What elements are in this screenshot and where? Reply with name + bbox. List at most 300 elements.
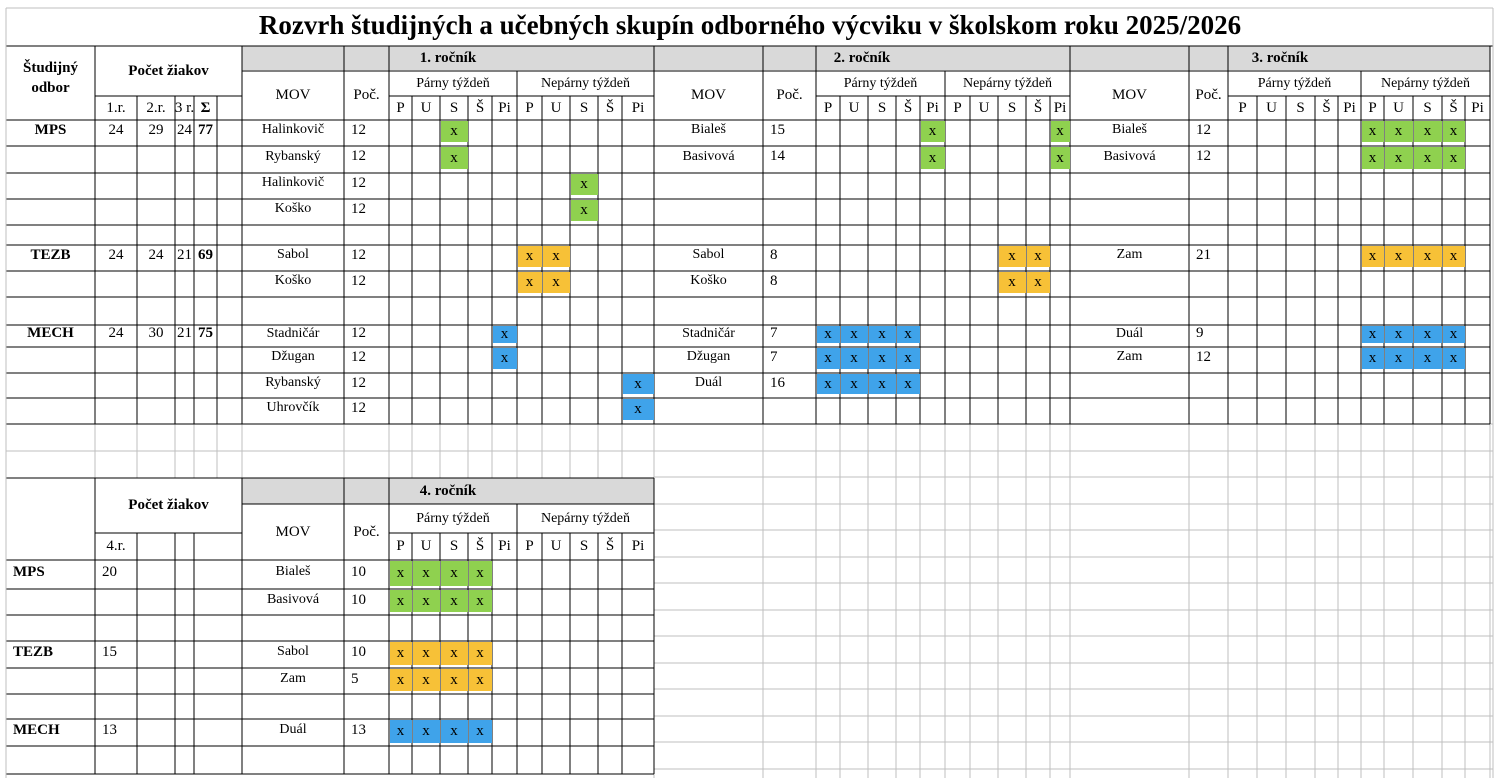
- header-day: Pi: [926, 99, 939, 116]
- mark-x: x: [450, 671, 458, 688]
- header-poc: Poč.: [353, 87, 380, 103]
- mark-x: x: [476, 592, 484, 609]
- row-count: 24: [108, 246, 124, 263]
- mark-x: x: [500, 350, 509, 366]
- row-mov-4: [242, 694, 344, 715]
- header-day: Š: [475, 99, 485, 116]
- header-day: U: [1393, 99, 1404, 116]
- mark-x: x: [928, 149, 937, 166]
- row-mov: Halinkovič: [261, 122, 325, 138]
- row-odbor: [6, 225, 95, 241]
- row-poc-4: [344, 746, 389, 770]
- mark-x: x: [850, 350, 858, 366]
- row-mov: Basivová: [682, 148, 735, 164]
- header-day: Pi: [631, 99, 645, 116]
- row-count: 75: [198, 325, 213, 342]
- header-day: Pi: [1343, 99, 1356, 116]
- header-odbor: odbor: [31, 79, 70, 96]
- header-year-4: 4.r.: [106, 538, 126, 554]
- row-mov: Stadničár: [266, 325, 320, 341]
- header-day: Š: [1322, 99, 1331, 116]
- row-poc: 12: [351, 121, 366, 138]
- row-poc: [763, 297, 816, 319]
- mark-x: x: [476, 723, 484, 739]
- header-day: U: [420, 99, 432, 116]
- mark-x: x: [450, 565, 458, 581]
- header-day: Pi: [1053, 99, 1067, 116]
- row-count: 69: [198, 246, 213, 263]
- row-mov-4: Basivová: [266, 592, 320, 608]
- header-day-4: U: [420, 538, 432, 554]
- row-count: 24: [148, 246, 164, 263]
- row-count: [95, 373, 137, 393]
- row-count: [175, 373, 194, 393]
- row-odbor: TEZB: [30, 246, 71, 263]
- row-mov: Basivová: [1103, 148, 1156, 164]
- row-count: [137, 225, 175, 241]
- row-mov-4: Sabol: [277, 644, 309, 660]
- mark-x: x: [1008, 274, 1016, 290]
- row-mov: Džugan: [271, 349, 315, 365]
- header-day: S: [877, 99, 887, 116]
- row-poc: [344, 225, 389, 241]
- mark-x: x: [422, 565, 430, 581]
- row-poc: 21: [1196, 246, 1211, 263]
- row-mov: Zam: [1116, 247, 1143, 263]
- row-count: [137, 199, 175, 220]
- header-day: S: [579, 99, 589, 116]
- row-mov: Halinkovič: [261, 175, 325, 191]
- row-poc-4: 10: [351, 591, 366, 608]
- row-poc: 8: [770, 272, 778, 289]
- row-poc: 12: [351, 148, 366, 165]
- row-mov: [1070, 398, 1189, 419]
- mark-x: x: [450, 592, 458, 609]
- row-poc: [1189, 297, 1228, 319]
- row-poc: 12: [1196, 121, 1211, 138]
- row-mov: [1070, 373, 1189, 393]
- row-odbor: [6, 373, 95, 393]
- header-studijny: Študijný: [22, 59, 79, 76]
- row-poc: [344, 297, 389, 319]
- row-poc: 14: [770, 148, 785, 165]
- row-count: 21: [177, 325, 192, 342]
- mark-x: x: [878, 326, 886, 342]
- row-mov: Bialeš: [691, 122, 726, 138]
- row-poc: 8: [770, 246, 778, 263]
- row-mov-4: [242, 615, 344, 637]
- header-day: Š: [903, 99, 913, 116]
- row-count: [194, 398, 217, 419]
- row-count-4: 15: [102, 643, 117, 660]
- row-poc: 12: [351, 325, 366, 342]
- row-odbor-4: MECH: [13, 721, 60, 738]
- mark-x: x: [422, 645, 430, 661]
- header-pocet-ziakov: Počet žiakov: [128, 62, 209, 79]
- header-poc: Poč.: [1195, 87, 1222, 103]
- header-parny: Párny týždeň: [416, 75, 490, 91]
- row-odbor-4: MPS: [13, 563, 45, 580]
- row-odbor-4: [6, 589, 95, 611]
- mark-x: x: [580, 176, 588, 192]
- row-mov: [1070, 271, 1189, 292]
- mark-x: x: [1394, 350, 1403, 366]
- mark-x: x: [450, 645, 458, 661]
- mark-x: x: [450, 123, 458, 139]
- row-count: [95, 347, 137, 368]
- row-count-4: 13: [102, 721, 117, 738]
- row-count: [194, 373, 217, 393]
- header-poc-4: Poč.: [353, 523, 380, 540]
- row-odbor: [6, 398, 95, 419]
- row-count: [137, 347, 175, 368]
- row-poc: 7: [770, 325, 778, 342]
- row-count: [95, 297, 137, 319]
- row-mov-4: Zam: [280, 671, 306, 687]
- row-poc-4: 5: [351, 670, 359, 687]
- mark-x: x: [878, 375, 886, 392]
- mark-x: x: [1449, 248, 1458, 264]
- header-parny: Párny týždeň: [1257, 75, 1332, 91]
- row-poc: [1189, 271, 1228, 292]
- row-count: [95, 398, 137, 419]
- row-poc-4: 10: [351, 563, 366, 580]
- row-poc-4: [344, 694, 389, 715]
- row-count: [95, 199, 137, 220]
- row-odbor: MECH: [27, 325, 74, 342]
- row-odbor: [6, 347, 95, 368]
- row-count: [175, 271, 194, 292]
- row-odbor-4: [6, 668, 95, 690]
- mark-x: x: [450, 723, 458, 739]
- row-count: [95, 173, 137, 194]
- header-day: U: [550, 99, 562, 116]
- header-day-4: S: [449, 538, 459, 554]
- row-poc: 12: [351, 200, 366, 217]
- row-odbor: [6, 173, 95, 194]
- row-count: [194, 225, 217, 241]
- row-count: [137, 271, 175, 292]
- header-day-4: P: [525, 538, 534, 554]
- row-count: [137, 297, 175, 319]
- mark-x: x: [904, 375, 912, 392]
- mark-x: x: [1423, 326, 1432, 342]
- row-odbor: [6, 297, 95, 319]
- header-day: S: [1423, 99, 1432, 116]
- row-poc: 12: [351, 348, 366, 365]
- row-odbor-4: [6, 694, 95, 715]
- row-odbor: [6, 199, 95, 220]
- header-day-4: Š: [605, 538, 615, 554]
- header-day: U: [848, 99, 860, 116]
- mark-x: x: [396, 645, 405, 661]
- row-mov: Zam: [1116, 349, 1143, 365]
- mark-x: x: [1394, 149, 1403, 166]
- row-poc: 7: [770, 348, 778, 365]
- row-count: [194, 146, 217, 168]
- mark-x: x: [1423, 149, 1432, 166]
- header-day-4: Š: [475, 538, 485, 554]
- mark-x: x: [1368, 123, 1377, 139]
- row-poc-4: 10: [351, 643, 366, 660]
- row-poc: 16: [770, 374, 785, 391]
- header-neparny: Nepárny týždeň: [540, 75, 631, 91]
- row-poc: 12: [351, 246, 366, 263]
- mark-x: x: [904, 326, 912, 342]
- mark-x: x: [850, 326, 858, 342]
- row-count: [175, 199, 194, 220]
- row-count-4: [95, 694, 137, 715]
- mark-x: x: [1423, 350, 1432, 366]
- row-mov: Koško: [274, 201, 312, 217]
- row-count: [175, 225, 194, 241]
- row-mov: Bialeš: [1112, 122, 1147, 138]
- row-mov: [654, 225, 763, 241]
- row-odbor: MPS: [34, 121, 67, 138]
- header-mov-4: MOV: [275, 523, 311, 540]
- row-poc: 12: [351, 174, 366, 191]
- mark-x: x: [525, 274, 534, 290]
- mark-x: x: [1423, 123, 1432, 139]
- row-count: [137, 146, 175, 168]
- row-mov: Koško: [690, 273, 727, 289]
- row-count: 24: [108, 325, 124, 342]
- header-parny: Párny týždeň: [843, 75, 918, 91]
- mark-x: x: [1449, 326, 1458, 342]
- row-count-4: [95, 746, 137, 770]
- row-mov: Stadničár: [682, 325, 735, 341]
- row-odbor: [6, 271, 95, 292]
- row-count: [194, 173, 217, 194]
- header-day: Pi: [1471, 99, 1484, 116]
- row-poc: 15: [770, 121, 785, 138]
- header-year: 2.r.: [146, 99, 166, 116]
- mark-x: x: [1034, 248, 1042, 264]
- row-mov: [1070, 297, 1189, 319]
- row-poc: [763, 173, 816, 194]
- row-mov: Rybanský: [265, 148, 321, 164]
- header-day-4: P: [396, 538, 405, 554]
- row-odbor-4: TEZB: [13, 643, 54, 660]
- mark-x: x: [1394, 248, 1403, 264]
- row-count: [175, 347, 194, 368]
- header-day: S: [449, 99, 459, 116]
- mark-x: x: [1368, 326, 1377, 342]
- mark-x: x: [552, 274, 560, 290]
- mark-x: x: [634, 375, 642, 392]
- mark-x: x: [1449, 149, 1458, 166]
- mark-x: x: [396, 565, 405, 581]
- header-neparny-4: Nepárny týždeň: [540, 510, 631, 526]
- row-poc-4: [344, 615, 389, 637]
- mark-x: x: [1368, 350, 1377, 366]
- row-count: [175, 146, 194, 168]
- row-mov: Džugan: [686, 349, 731, 365]
- header-year: 3 r.: [175, 99, 194, 116]
- header-day: S: [1007, 99, 1017, 116]
- row-count: [95, 271, 137, 292]
- row-poc: 12: [351, 399, 366, 416]
- header-day: P: [823, 99, 833, 116]
- row-poc: 9: [1196, 325, 1204, 342]
- header-day: P: [953, 99, 962, 116]
- row-mov-4: Duál: [279, 722, 307, 738]
- header-mov: MOV: [1111, 87, 1147, 103]
- mark-x: x: [1056, 149, 1064, 166]
- mark-x: x: [476, 671, 484, 688]
- row-count: 77: [198, 121, 213, 138]
- row-mov: Duál: [694, 375, 723, 390]
- row-count-4: 20: [102, 563, 117, 580]
- row-count: [194, 297, 217, 319]
- row-odbor: [6, 146, 95, 168]
- row-poc: 12: [351, 272, 366, 289]
- row-poc: [763, 398, 816, 419]
- row-count: [175, 173, 194, 194]
- mark-x: x: [396, 671, 405, 688]
- row-mov: Sabol: [692, 247, 725, 263]
- row-count: [137, 173, 175, 194]
- mark-x: x: [500, 326, 509, 342]
- mark-x: x: [1008, 248, 1016, 264]
- row-mov: [654, 398, 763, 419]
- header-rocnik: 1. ročník: [419, 50, 477, 66]
- mark-x: x: [422, 592, 430, 609]
- row-count: [194, 347, 217, 368]
- row-mov-4: [242, 746, 344, 770]
- header-day: U: [1266, 99, 1277, 116]
- header-day: Pi: [498, 99, 511, 116]
- row-count: 29: [148, 121, 164, 138]
- mark-x: x: [1368, 149, 1377, 166]
- row-mov: [242, 225, 344, 241]
- row-poc: 12: [1196, 348, 1211, 365]
- row-poc: [763, 199, 816, 220]
- row-mov: [1070, 199, 1189, 220]
- row-poc: [1189, 173, 1228, 194]
- mark-x: x: [824, 326, 832, 342]
- header-year: 1.r.: [106, 99, 126, 116]
- mark-x: x: [396, 592, 405, 609]
- mark-x: x: [850, 375, 858, 392]
- mark-x: x: [824, 350, 832, 366]
- header-day-4: S: [579, 538, 589, 554]
- mark-x: x: [634, 401, 642, 417]
- mark-x: x: [580, 202, 588, 218]
- header-day: S: [1296, 99, 1305, 116]
- mark-x: x: [1423, 248, 1432, 264]
- row-count: [137, 373, 175, 393]
- row-count: [95, 146, 137, 168]
- header-mov: MOV: [690, 87, 726, 103]
- header-day: P: [396, 99, 405, 116]
- row-mov: Rybanský: [265, 375, 321, 390]
- row-count: 21: [177, 246, 192, 263]
- header-pocet-ziakov-4: Počet žiakov: [128, 497, 209, 513]
- row-count-4: [95, 615, 137, 637]
- row-mov: [654, 199, 763, 220]
- row-mov: [1070, 173, 1189, 194]
- row-poc: 12: [351, 374, 366, 391]
- header-day-4: Pi: [498, 538, 511, 554]
- row-poc: [1189, 225, 1228, 241]
- mark-x: x: [878, 350, 886, 366]
- mark-x: x: [422, 723, 430, 739]
- header-poc: Poč.: [776, 87, 803, 103]
- mark-x: x: [552, 248, 560, 264]
- row-poc: 12: [1196, 148, 1211, 165]
- row-count: [194, 199, 217, 220]
- mark-x: x: [1056, 123, 1064, 139]
- mark-x: x: [525, 248, 534, 264]
- row-count-4: [95, 589, 137, 611]
- header-year: Σ: [200, 99, 211, 116]
- mark-x: x: [476, 565, 484, 581]
- row-count: 24: [108, 121, 124, 138]
- header-day: Š: [1449, 99, 1458, 116]
- row-mov: [654, 297, 763, 319]
- mark-x: x: [824, 375, 832, 392]
- row-count: 30: [148, 325, 164, 342]
- row-count: [137, 398, 175, 419]
- mark-x: x: [1368, 248, 1377, 264]
- header-day: U: [978, 99, 990, 116]
- row-odbor-4: [6, 615, 95, 637]
- header-neparny: Nepárny týždeň: [1380, 75, 1471, 91]
- header-day: Š: [605, 99, 615, 116]
- header-day: P: [1368, 99, 1377, 116]
- mark-x: x: [1449, 123, 1458, 139]
- mark-x: x: [904, 350, 912, 366]
- row-mov: Duál: [1115, 325, 1144, 341]
- row-count: 24: [177, 121, 192, 138]
- row-mov: [1070, 225, 1189, 241]
- mark-x: x: [450, 149, 458, 166]
- row-count: [175, 297, 194, 319]
- row-poc-4: 13: [351, 721, 366, 738]
- header-day: Š: [1033, 99, 1043, 116]
- mark-x: x: [1449, 350, 1458, 366]
- mark-x: x: [422, 671, 430, 688]
- row-count: [194, 271, 217, 292]
- header-mov: MOV: [275, 87, 311, 103]
- row-mov: Sabol: [277, 247, 309, 263]
- header-rocnik: 3. ročník: [1251, 50, 1309, 66]
- row-count: [175, 398, 194, 419]
- row-poc: [763, 225, 816, 241]
- row-poc: [1189, 398, 1228, 419]
- header-neparny: Nepárny týždeň: [962, 75, 1053, 91]
- row-mov: Uhrovčík: [266, 400, 320, 416]
- row-odbor-4: [6, 746, 95, 770]
- header-day: P: [1238, 99, 1247, 116]
- row-mov-4: Bialeš: [275, 564, 311, 580]
- row-mov: [654, 173, 763, 194]
- row-count-4: [95, 668, 137, 690]
- header-rocnik-4: 4. ročník: [419, 482, 477, 499]
- header-day-4: U: [550, 538, 562, 554]
- row-poc: [1189, 373, 1228, 393]
- row-mov: [242, 297, 344, 319]
- mark-x: x: [928, 123, 937, 139]
- header-day-4: Pi: [631, 538, 645, 554]
- mark-x: x: [1394, 326, 1403, 342]
- header-parny-4: Párny týždeň: [416, 510, 490, 526]
- row-poc: [1189, 199, 1228, 220]
- row-mov: Koško: [274, 273, 312, 289]
- mark-x: x: [476, 645, 484, 661]
- header-day: P: [525, 99, 534, 116]
